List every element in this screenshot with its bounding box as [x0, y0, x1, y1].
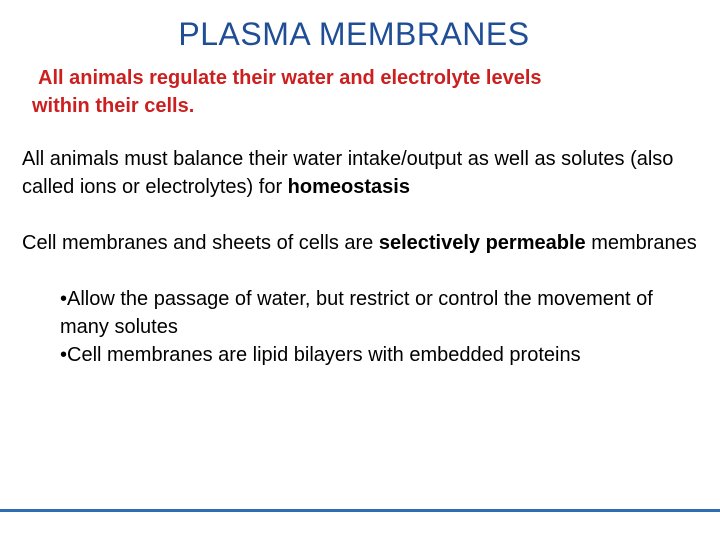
homeostasis-paragraph: [22, 145, 702, 201]
paragraph-2-tail: membranes: [585, 232, 697, 254]
slide-title: PLASMA MEMBRANES: [178, 16, 530, 52]
homeostasis-term: homeostasis: [287, 176, 410, 198]
subtitle-line-1: All animals regulate their water and electrolyte levels: [38, 67, 542, 89]
paragraph-1-text: All animals must balance their water intake/output as well as solutes (also called ions or electrolytes) for: [22, 148, 674, 198]
slide-subtitle: [32, 64, 692, 120]
bullet-water-passage: •Allow the passage of water, but restrict or control the movement of many solutes: [60, 288, 653, 338]
paragraph-2-text: Cell membranes and sheets of cells are: [22, 232, 379, 254]
subtitle-line-2: within their cells.: [32, 95, 195, 117]
selectively-permeable-term: selectively permeable: [378, 232, 586, 254]
membrane-paragraph: [22, 229, 702, 257]
bullet-lipid-bilayer: •Cell membranes are lipid bilayers with embedded proteins: [60, 344, 581, 366]
membrane-bullet-list: [60, 285, 700, 369]
bottom-divider: [0, 509, 720, 512]
